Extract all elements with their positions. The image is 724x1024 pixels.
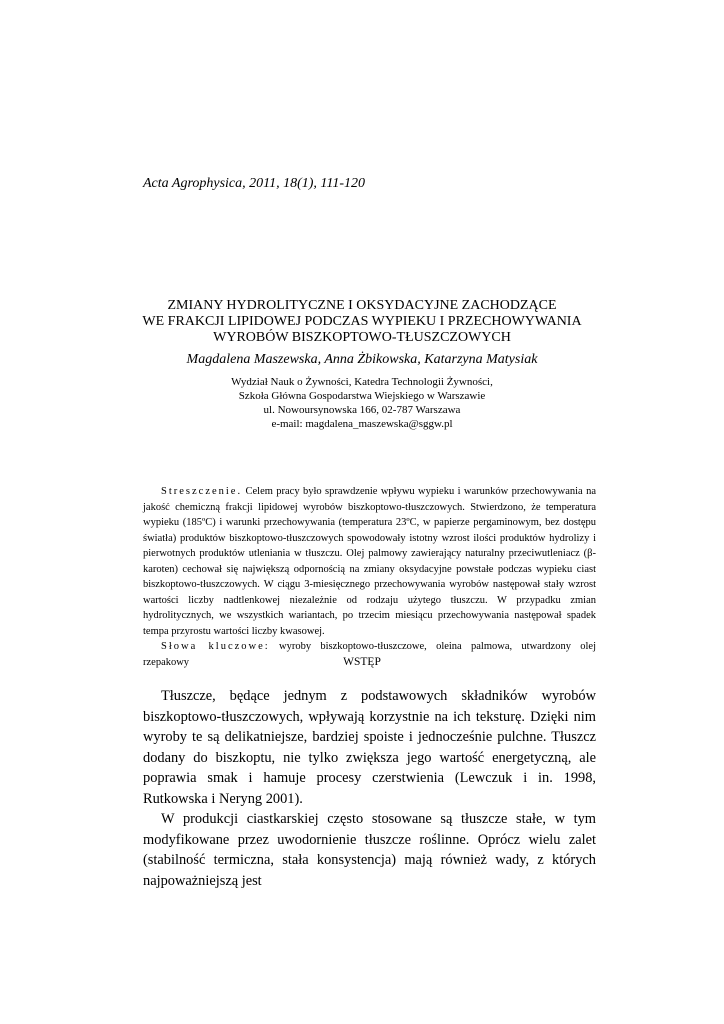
affiliation-line: ul. Nowoursynowska 166, 02-787 Warszawa bbox=[263, 404, 461, 416]
email-line: e-mail: magdalena_maszewska@sggw.pl bbox=[271, 418, 453, 430]
section-title: WSTĘP bbox=[343, 656, 381, 668]
abstract-paragraph bbox=[143, 484, 596, 639]
keywords-text: wyroby biszkoptowo-tłuszczowe, oleina palmowa, utwardzony olej rzepakowy bbox=[143, 641, 597, 668]
abstract-label: Streszczenie. bbox=[161, 486, 243, 497]
abstract-text: Celem pracy było sprawdzenie wpływu wypieku i warunków przechowywania na jakość chemiczną frakcji lipidowej wyrobów biszkoptowo-tłuszczowych. Stwierdzono, że temperatura wypieku (185ºC) i warunki przechowywania (temperatura 23ºC, w papierze pergaminowym, bez dostępu światła) produktów biszkoptowo-tłuszczowych spowodowały istotny wzrost ilości produktów hydrolizy i pierwotnych produktów utleniania w tłuszczu. Olej palmowy zawierający naturalny przeciwutleniacz (β-karoten) cechował się największą odpornością na zmiany oksydacyjne powstałe podczas wypieku ciast biszkoptowo-tłuszczowych. W ciągu 3-miesięcznego przechowywania wyrobów następował stały wzrost wartości liczby nadtlenkowej niezależnie od rodzaju użytego tłuszczu. W przypadku zmian hydrolitycznych, we wszystkich wariantach, po trzecim miesiącu przechowywania następował spadek tempa przyrostu wartości liczby kwasowej. bbox=[143, 486, 596, 637]
keywords-label: Słowa kluczowe: bbox=[161, 641, 270, 652]
body-paragraph: Tłuszcze, będące jednym z podstawowych składników wyrobów biszkoptowo-tłuszczowych, wpływają korzystnie na ich teksturę. Dzięki nim wyroby te są delikatniejsze, bardziej spoiste i jednocześnie pulchne. Tłuszcz dodany do biszkoptu, nie tylko zwiększa jego wartość energetyczną, ale poprawia smak i hamuje procesy czerstwienia (Lewczuk i in. 1998, Rutkowska i Neryng 2001). bbox=[143, 688, 596, 807]
abstract bbox=[143, 484, 596, 670]
affiliation bbox=[130, 375, 594, 431]
title-line: WYROBÓW BISZKOPTOWO-TŁUSZCZOWYCH bbox=[213, 330, 511, 345]
authors: Magdalena Maszewska, Anna Żbikowska, Katarzyna Matysiak bbox=[186, 352, 538, 367]
title-line: ZMIANY HYDROLITYCZNE I OKSYDACYJNE ZACHODZĄCE bbox=[167, 298, 557, 313]
body-text bbox=[143, 686, 596, 891]
journal-citation: Acta Agrophysica, 2011, 18(1), 111-120 bbox=[143, 176, 366, 191]
title-line: WE FRAKCJI LIPIDOWEJ PODCZAS WYPIEKU I PRZECHOWYWANIA bbox=[142, 314, 582, 329]
article-title bbox=[130, 298, 594, 346]
affiliation-line: Szkoła Główna Gospodarstwa Wiejskiego w Warszawie bbox=[238, 390, 486, 402]
affiliation-line: Wydział Nauk o Żywności, Katedra Technologii Żywności, bbox=[231, 376, 493, 388]
body-paragraph: W produkcji ciastkarskiej często stosowane są tłuszcze stałe, w tym modyfikowane przez uwodornienie tłuszcze roślinne. Oprócz wielu zalet (stabilność termiczna, stała konsystencja) mają również wady, z których najpoważniejszą jest bbox=[143, 811, 596, 889]
